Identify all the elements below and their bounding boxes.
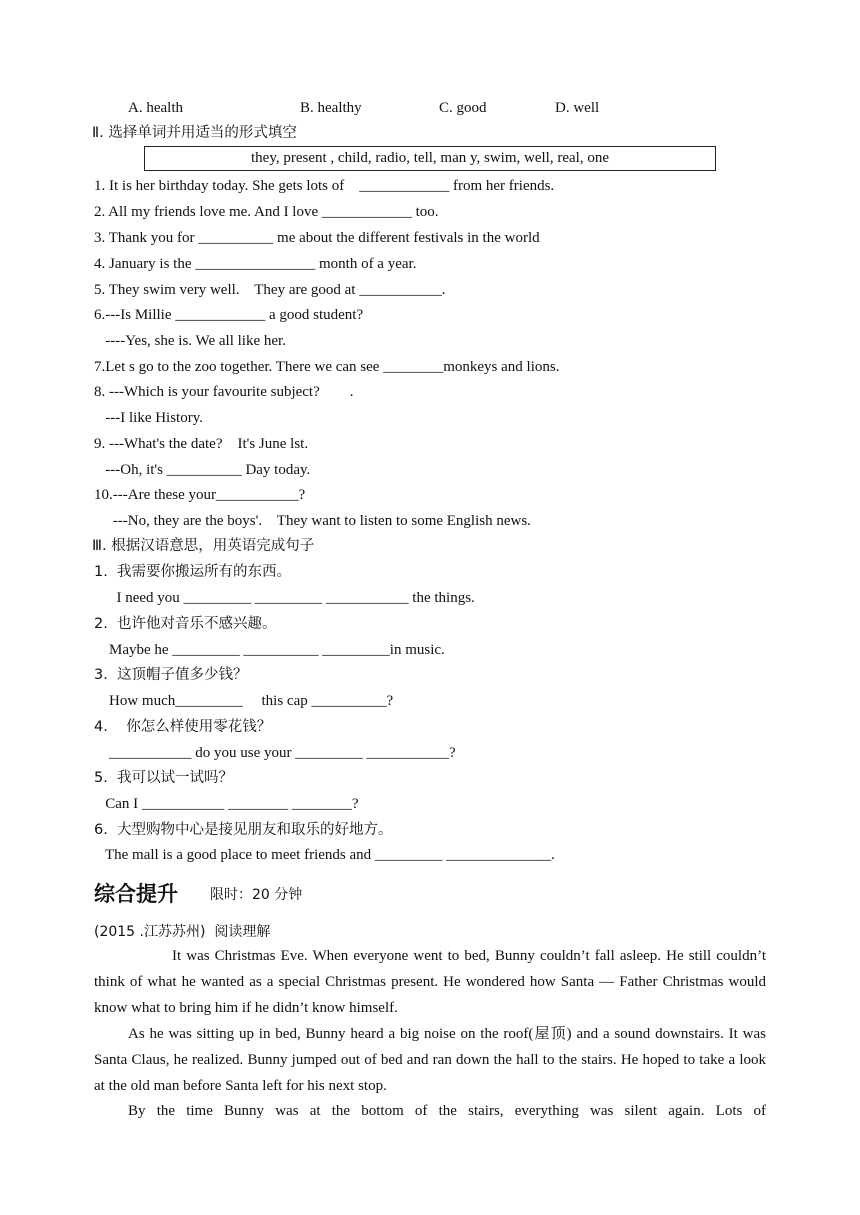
- s2-item: 2. All my friends love me. And I love ____________ too.: [94, 204, 439, 220]
- reading-source: (2015 .江苏苏州) 阅读理解: [94, 924, 271, 940]
- option-a: A. health: [128, 100, 183, 116]
- s2-item: 6.---Is Millie ____________ a good student?: [94, 307, 364, 323]
- s2-item: 10.---Are these your___________?: [94, 487, 306, 503]
- s2-item: 5. They swim very well. They are good at ___________.: [94, 282, 446, 298]
- s3-cn: 4. 你怎么样使用零花钱？: [94, 719, 272, 735]
- section3-title: Ⅲ. 根据汉语意思，用英语完成句子: [92, 538, 315, 554]
- s2-item: ----Yes, she is. We all like her.: [94, 333, 286, 349]
- s3-cn: 1. 我需要你搬运所有的东西。: [94, 564, 292, 580]
- word-box: they, present , child, radio, tell, man y, swim, well, real, one: [144, 146, 716, 171]
- option-d: D. well: [555, 100, 600, 116]
- option-b: B. healthy: [300, 100, 362, 116]
- option-c: C. good: [439, 100, 487, 116]
- s2-item: 1. It is her birthday today. She gets lots of ____________ from her friends.: [94, 178, 555, 194]
- s2-item: ---No, they are the boys'. They want to listen to some English news.: [94, 513, 531, 529]
- s2-item: ---Oh, it's __________ Day today.: [94, 462, 311, 478]
- reading-paragraph-3: [94, 1099, 766, 1125]
- section2-title: Ⅱ. 选择单词并用适当的形式填空: [92, 125, 297, 141]
- paragraph-text: By the time Bunny was at the bottom of the stairs, everything was silent again. Lots of: [128, 1103, 766, 1119]
- s3-cn: 3. 这顶帽子值多少钱？: [94, 667, 248, 683]
- reading-paragraph-2: [94, 1022, 766, 1099]
- s2-item: 9. ---What's the date? It's June lst.: [94, 436, 309, 452]
- s2-item: 3. Thank you for __________ me about the different festivals in the world: [94, 230, 540, 246]
- time-limit: 限时：20 分钟: [210, 887, 303, 903]
- s2-item: 4. January is the ________________ month of a year.: [94, 256, 417, 272]
- paragraph-text: As he was sitting up in bed, Bunny heard a big noise on the roof(屋顶) and a sound downstairs. It was Santa Claus, he realized. Bunny jumped out of bed and ran down the hall to the stairs. He hoped to take a look at the old man before Santa left for his next stop.: [94, 1026, 766, 1094]
- s3-en: I need you _________ _________ ___________ the things.: [94, 590, 475, 606]
- s3-en: ___________ do you use your _________ ___________?: [94, 745, 456, 761]
- s2-item: ---I like History.: [94, 410, 203, 426]
- s3-cn: 2. 也许他对音乐不感兴趣。: [94, 616, 277, 632]
- s2-item: 8. ---Which is your favourite subject? .: [94, 384, 354, 400]
- s3-en: Maybe he _________ __________ _________in music.: [94, 642, 445, 658]
- s3-cn: 6. 大型购物中心是接见朋友和取乐的好地方。: [94, 822, 393, 838]
- s2-item: 7.Let s go to the zoo together. There we can see ________monkeys and lions.: [94, 359, 560, 375]
- s3-en: The mall is a good place to meet friends and _________ ______________.: [94, 847, 555, 863]
- reading-paragraph-1: [94, 944, 766, 1021]
- s3-en: How much_________ this cap __________?: [94, 693, 394, 709]
- s3-cn: 5. 我可以试一试吗？: [94, 770, 234, 786]
- paragraph-text: It was Christmas Eve. When everyone went to bed, Bunny couldn’t fall asleep. He still couldn’t think of what he wanted as a special Christmas present. He wondered how Santa — Father Christmas would know what to bring him if he didn’t know himself.: [94, 948, 766, 1016]
- s3-en: Can I ___________ ________ ________?: [94, 796, 359, 812]
- section4-title: 综合提升: [94, 882, 178, 906]
